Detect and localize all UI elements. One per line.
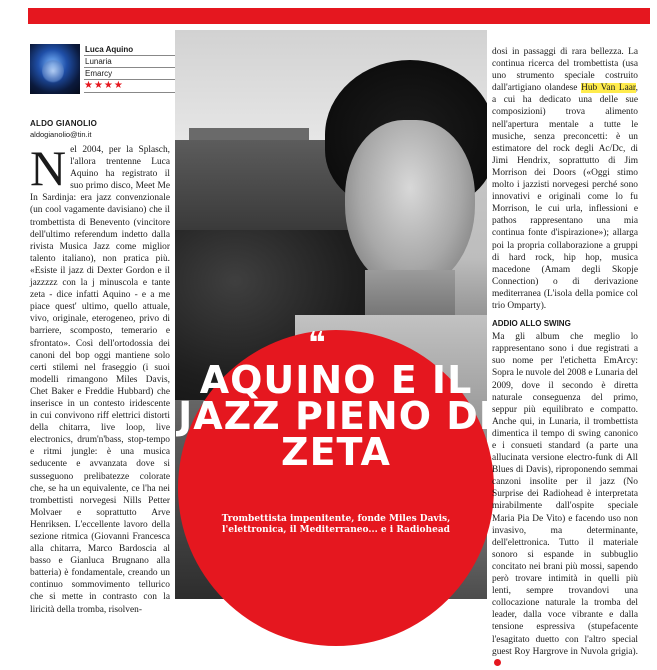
section-subtitle: ADDIO ALLO SWING: [492, 319, 571, 329]
headline-subtitle: Trombettista impenitente, fonde Miles Davis, l'elettronica, il Mediterraneo... e i Radiohead: [221, 514, 451, 535]
article-paragraph-2: [492, 331, 638, 670]
article-text-col3-b: , a cui ha dedicato una delle sue composizioni) trova alimento nell'apertura mentale a tutte le musiche, senza preconcetti: è un estimatore del rock degli Ac/Dc, di Jimi Hendrix, soprattutto di Jim Morrison dei Doors («Oggi stimo molto i jazzisti norvegesi perché sono innovativi e originali come lo fu Morrison, le cui urla, inflessioni e pathos rappresentano una mia continua fonte d'ispirazione»); allarga poi la propria collaborazione a gruppi di hard rock, hip hop, musica macedone (Amam degli Skopje Connection) o di derivazione mediterranea (L'isola della pomice col trio Omparty).: [492, 83, 638, 311]
album-label: Emarcy: [84, 68, 194, 80]
author-email[interactable]: aldogianolio@tin.it: [30, 130, 92, 139]
highlighted-name: Hub Van Laar: [581, 83, 636, 94]
article-column-3: [492, 46, 638, 670]
author-name: ALDO GIANOLIO: [30, 119, 98, 128]
album-cover-image: [30, 44, 80, 94]
photo-face: [345, 120, 475, 290]
album-rating-stars: ★★★★: [84, 80, 194, 93]
article-text-col3-a: dosi in passaggi di rara bellezza. La continua ricerca del trombettista (usa uno strumento speciale costruito dall'artigiano olandese: [492, 47, 638, 94]
album-artist: Luca Aquino: [84, 44, 194, 56]
dropcap: N: [30, 140, 67, 196]
section-header-bar: [28, 8, 650, 24]
article-column-1: [30, 140, 170, 616]
end-of-article-icon: [494, 659, 501, 666]
quote-marks-icon: ❝: [308, 326, 320, 361]
article-paragraph: [492, 46, 638, 312]
article-text-col1: el 2004, per la Splasch, l'allora trentenne Luca Aquino ha registrato il suo primo disco, Meet Me In Sardinja: era jazz convenzionale (un cool vagamente davisiano) che il trombettista di Benevento (vincitore dell'ultimo referendum indetto dalla rivista Musica Jazz come miglior talento italiano), non pratica più. «Esiste il jazz di Dexter Gordon e il jazzzzz con la j minuscola e tante zeta - dice infatti Aquino - e a me piace quest' ultimo, quello attuale, vivo, originale, eterogeneo, privo di barriere, scomposto, temerario e sfrontato». Così dell'ortodossia dei canoni del bop oggi mantiene solo certi stilemi nel fraseggio (i suoi modelli rimangono Miles Davis, Chet Baker e Freddie Hubbard) che inserisce in un contesto iridescente in cui convivono riff elettrici distorti della chitarra, live loop, live electronics, drum'n'bass, stop-tempo e ritmi jungle: è una musica seducente e avvanzata dove si susseguono prelibatezze colorate che, se ha un equivalente, ce l'ha nei trombettisti norvegesi Nills Petter Molvaer e soprattutto Arve Henriksen. L'eccellente lavoro della sezione ritmica (Giovanni Francesca alla chitarra, Marco Bardoscia al basso e Gianluca Brugnano alla batteria) è fondamentale, creando un continuo sommovimento tellurico che si mette in contrasto con la liricità della tromba, risolven-: [30, 145, 170, 615]
album-title: Lunaria: [84, 56, 194, 68]
headline-title: AQUINO E IL JAZZ PIENO DI ZETA: [178, 358, 494, 474]
article-text-col3-c: Ma gli album che meglio lo rappresentano sono i due registrati a suo nome per l'etichetta EmArcy: Sopra le nuvole del 2008 e Lunaria del 2009, dove il secondo è diretta naturale conseguenza del primo, seppur più equilibrato e compatto. Anche qui, in Lunaria, il trombettista dimentica il tempo di swing canonico e i consueti standard (a parte una allucinata versione electro-funk di All Blues di Davis), riproponendo semmai canzoni insolite per il jazz (No Surprise dei Radiohead è interpretata mirabilmente dall'ospite speciale Maria Pia De Vito) e facendo uso non invasivo, ma determinante, dell'elettronica. Tutto il materiale sonoro si espande in subbuglio concitato nei brani più mossi, sapendo però trovare intimità in quelli più lenti, sempre trovandovi una collocazione naturale la tromba del leader, dalla voce vibrante e dalla tensione espressiva (stupefacente l'esagitato duetto con l'altro special guest Roy Hargrove in Nuvola grigia).: [492, 332, 638, 657]
